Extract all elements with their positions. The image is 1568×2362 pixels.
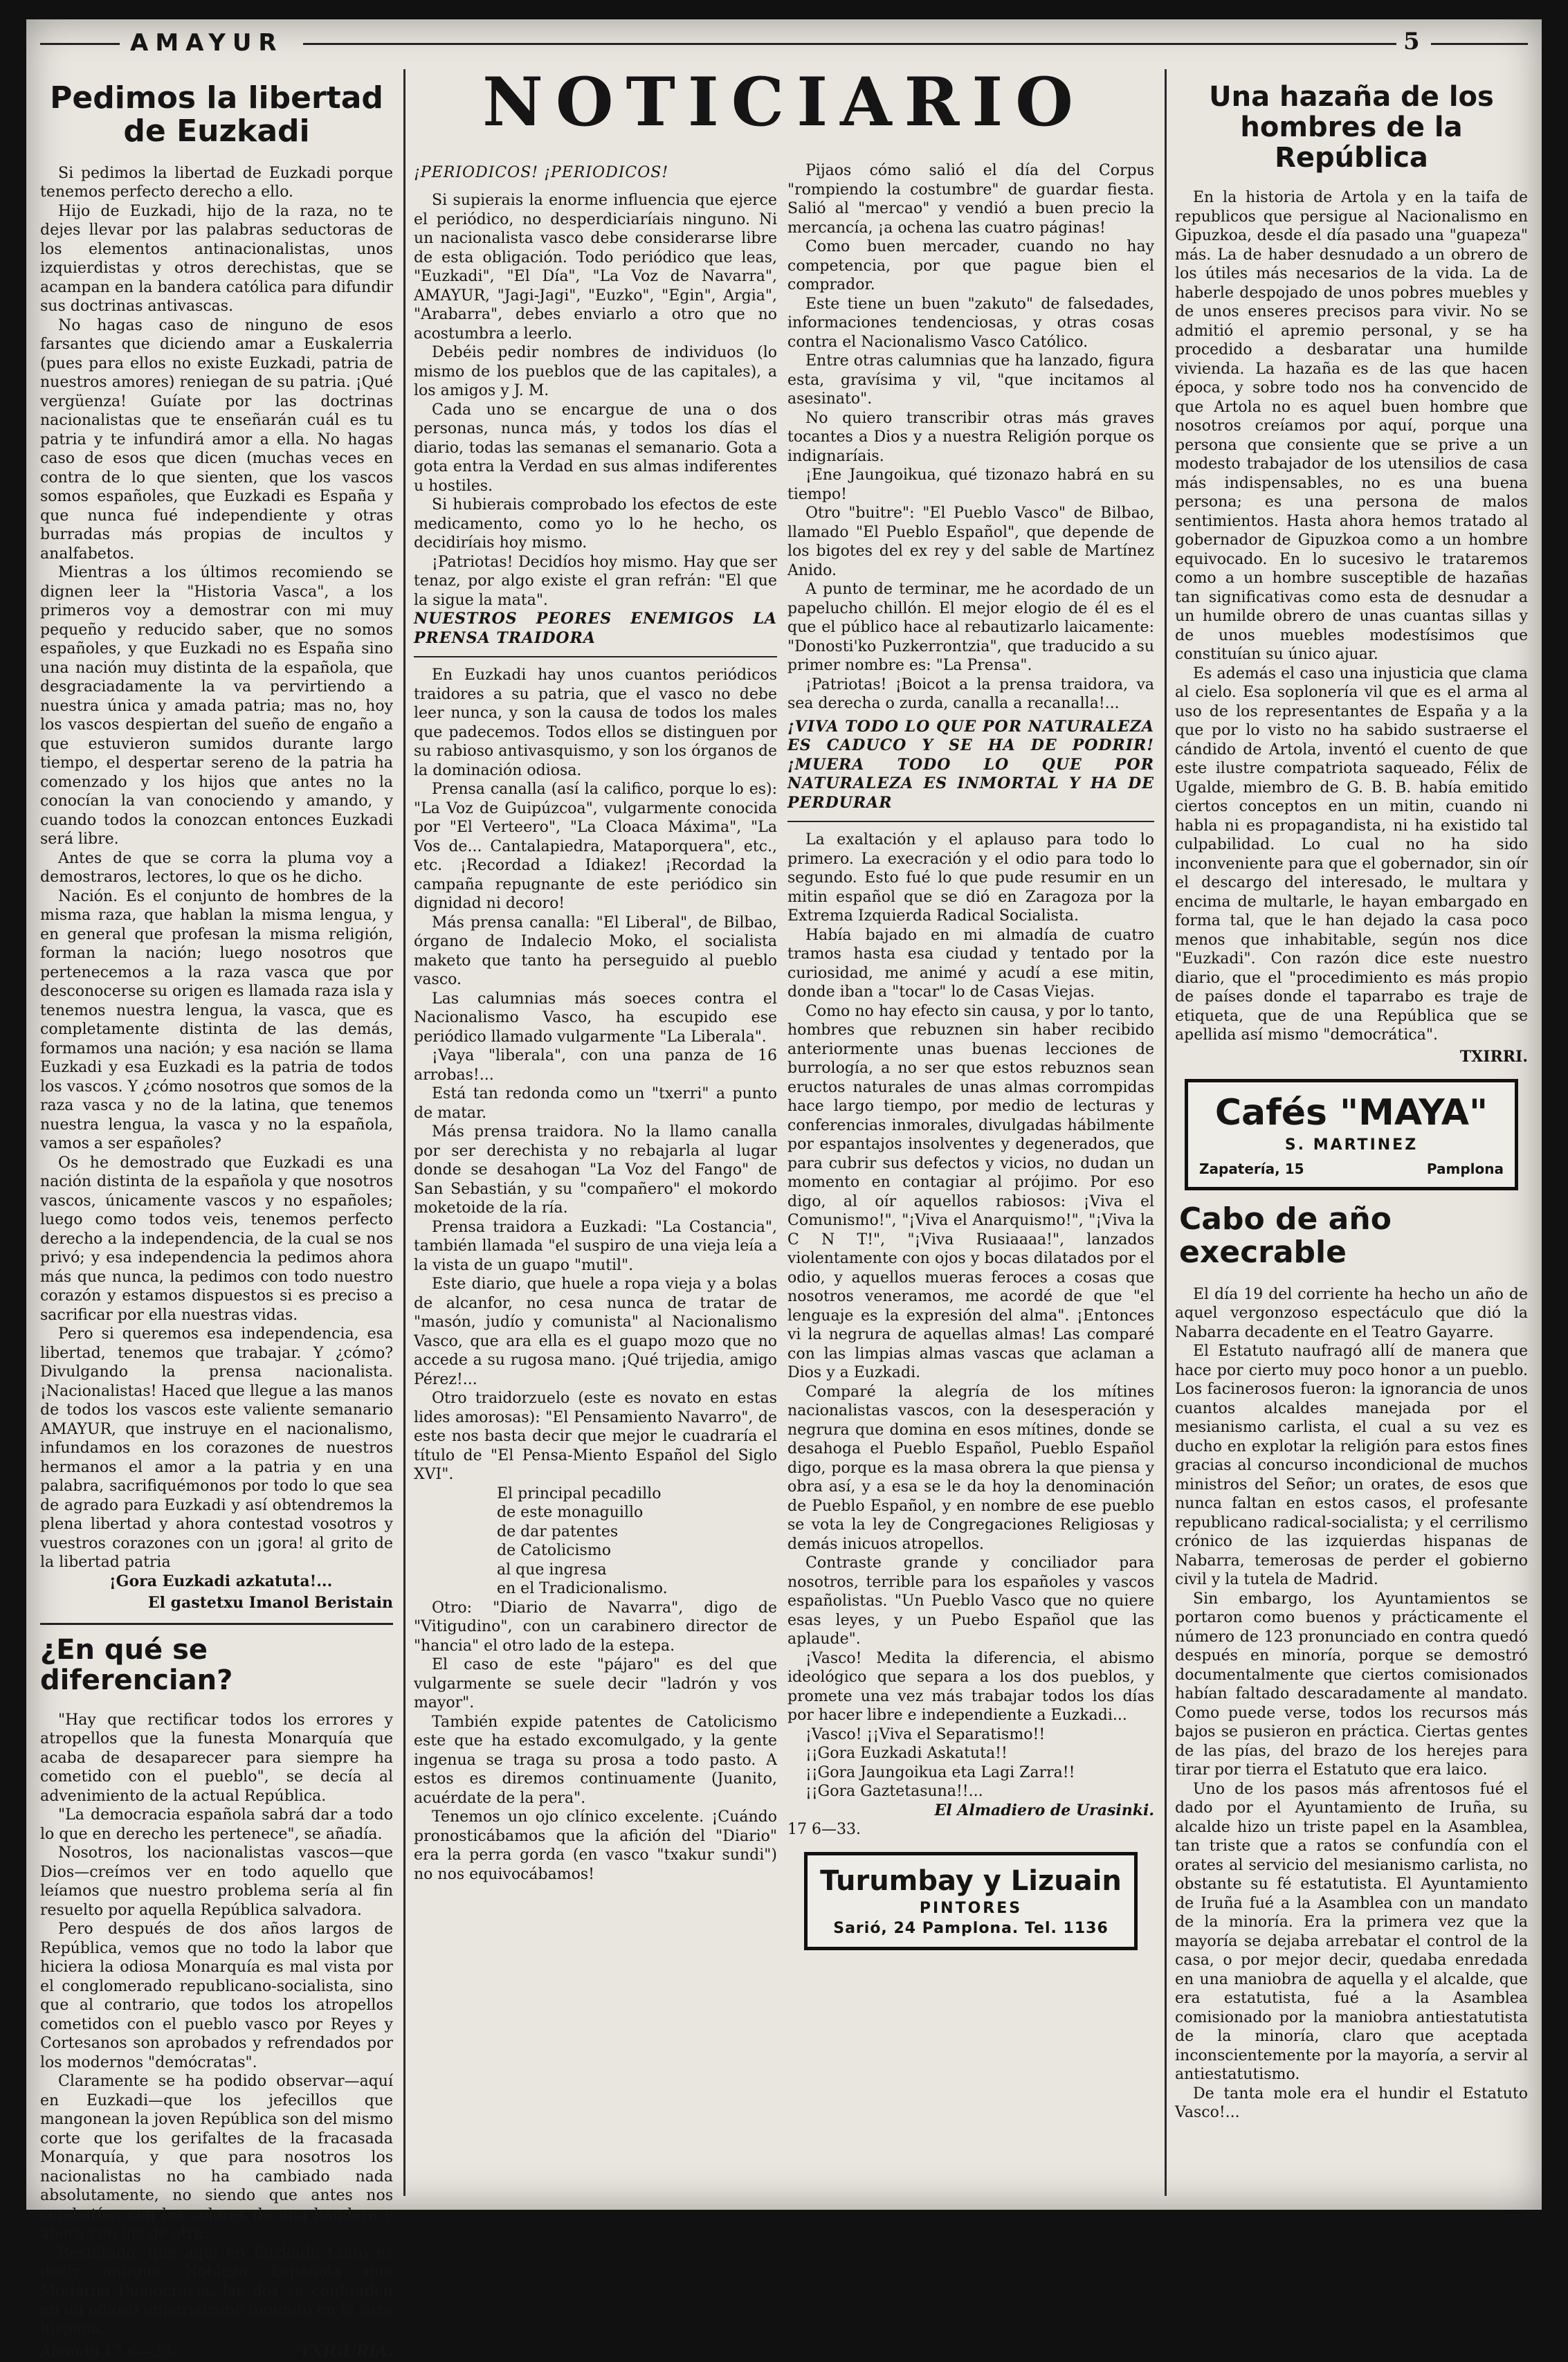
masthead-rule [303,43,1396,45]
paragraph: En la historia de Artola y en la taifa de republicos que persigue al Nacionalismo en Gipuzkoa, desde el día pasado una "guapeza" más. La de haber desnudado a un obrero de los útiles más necesarios de la vida. La de haberle despojado de unos pobres muebles y de unos enseres precisos para vivir. No se admitió el apremio personal, y se ha procedido a desbaratar una humilde vivienda. La hazaña es de las que hacen época, y sobre todo nos ha convencido de que Artola no es aquel buen hombre que nosotros creíamos por aquí, porque una persona que consiente que se prive a un modesto trabajador de los utensilios de casa más indispensables, no es una buena persona; es una persona de malos sentimientos. Hasta ahora hemos tratado al gobernador de Gipuzkoa como a un hombre equivocado. En lo sucesivo le trataremos como a un hombre susceptible de hazañas tan significativas como esta de desnudar a un humilde obrero de unas cuantas sillas y de unos muebles modestísimos que constituían su único ajuar. [1175,189,1528,663]
ad-trade: PINTORES [919,1899,1023,1917]
paragraph: Nación. Es el conjunto de hombres de la misma raza, que hablan la misma lengua, y en general que profesan la misma religión, forman la nación; luego nosotros que pertenecemos a la raza vasca que por desconocerse su origen es llamada raza isla y tenemos nuestra lengua, la vasca, que es completamente distinta de las demás, formamos una nación; y esa nación se llama Euzkadi y esa Euzkadi es la patria de todos los vascos. Y ¿cómo nosotros que somos de la raza vasca y no de la latina, que tenemos nuestra lengua, la vasca y no la española, vamos a ser españoles? [40,887,393,1153]
paragraph: Si supierais la enorme influencia que ejerce el periódico, no desperdiciaríais ninguno. Ni un nacionalista vasco debe considerarse libre de esta obligación. Todo periódico que leas, "Euzkadi", "El Día", "La Voz de Navarra", AMAYUR, "Jagi-Jagi", "Euzko", "Egin", Argia", "Arabarra", debes enviarlo a otro que no acostumbra a leerlo. [414,192,777,343]
cheer-line: ¡¡Gora Gaztetasuna!!... [805,1783,983,1800]
paragraph: Otro "buitre": "El Pueblo Vasco" de Bilbao, llamado "El Pueblo Español", que depende de los bigotes del ex rey y del sable de Martínez Anido. [787,505,1154,579]
page-number: 5 [1403,28,1420,55]
column-divider [403,69,405,2196]
ad-owner: S. MARTINEZ [1284,1136,1419,1154]
poem-line: de este monaguillo [497,1504,644,1521]
noticiario-body-d [787,161,1154,812]
paragraph: Las calumnias más soeces contra el Nacionalismo Vasco, ha escupido ese periódico llamado vulgarmente "La Liberala". [414,990,777,1046]
paragraph: Pero si queremos esa independencia, esa libertad, tenemos que trabajar. Y ¿cómo? Divulgando la prensa nacionalista. ¡Nacionalistas! Haced que llegue a las manos de todos los vascos este valiente semanario AMAYUR, que instruye en el nacionalismo, infundamos en los corazones de nuestros hermanos el amor a la patria y en una palabra, sacrifiquémonos por todo lo que sea de agrado para Euzkadi y así obtendremos la plena libertad y ahora contestad vosotros y vuestros corazones con un ¡gora! al grito de la libertad patria [40,1325,393,1572]
paragraph: En Euzkadi hay unos cuantos periódicos traidores a su patria, que el vasco no debe leer nunca, y son la causa de todos los males que padecemos. Todos ellos se distinguen por su rabioso antivasquismo, y son los órganos de la dominación odiosa. [414,666,777,779]
paragraph: Como no hay efecto sin causa, y por lo tanto, hombres que rebuznen sin haber recibido anteriormente unas buenas lecciones de burrología, a no ser que estos rebuznos sean eructos naturales de unas almas corrompidas hace largo tiempo, por medio de lecturas y conferencias inmorales, divulgadas hábilmente por espantajos insolventes y degenerados, que para cubrir sus defectos y vicios, no dudan un momento en contagiar al prójimo. Por eso digo, al oír aquellos rabiosos: ¡Viva el Comunismo!", "¡Viva el Anarquismo!", "¡Viva la C N T!", "¡Viva Rusiaaaa!", lanzados violentamente con ojos y bocas dilatados por el odio, y aquellos mueras feroces a cosas que nosotros veneramos, me acordé de que "el lenguaje es la expresión del alma". ¡Entonces vi la negrura de aquellas almas! Las comparé con las limpias almas vascas que aclaman a Dios y a Euzkadi. [787,1002,1154,1381]
article-libertad-body [40,164,393,1613]
paragraph: Está tan redonda como un "txerri" a punto de matar. [414,1085,777,1122]
paragraph: ¡Patriotas! Decidíos hoy mismo. Hay que ser tenaz, por algo existe el gran refrán: "El que la sigue la mata". [414,553,777,609]
paragraph: Más prensa canalla: "El Liberal", de Bilbao, órgano de Indalecio Moko, el socialista maketo que tanto ha perseguido al pueblo vasco. [414,914,777,988]
signature-txirri: TXIRRI. [1459,1047,1528,1066]
paragraph: Cada uno se encargue de una o dos personas, nunca más, y todos los días el diario, todas las semanas el semanario. Gota a gota entra la Verdad en sus almas indiferentes u hostiles. [414,401,777,495]
paragraph: Si pedimos la libertad de Euzkadi porque tenemos perfecto derecho a ello. [40,164,393,201]
paragraph: El caso de este "pájaro" es del que vulgarmente se suele decir "ladrón y vos mayor". [414,1656,777,1711]
paragraph: Uno de los pasos más afrentosos fué el dado por el Ayuntamiento de Iruña, su alcalde hizo un triste papel en la Asamblea, tan triste que a ratos se confundía con el orates al servicio del mesianismo carlista, no obstante su fé estatutista. El Ayuntamiento de Iruña fué a la Asamblea con un mandato de la minoría. Era la primera vez que la mayoría se dejaba arrebatar el control de la casa, o por mejor decir, quedaba enredada en una maniobra de aquella y el alcalde, que era estatutista, fué a la Asamblea comisionado por la maniobra antiestatutista de la minoría, claro que aceptada inconscientemente por la mayoría, a servir al antiestatutismo. [1175,1780,1528,2084]
headline-hazana: Una hazaña de los hombres de la República [1209,81,1494,174]
ad-name: Turumbay y Lizuain [820,1864,1122,1897]
paragraph: Otro traidorzuelo (este es novato en estas lides amorosas): "El Pensamiento Navarro", de este nos basta decir que mejor le cuadraría el título de "El Pensa-Miento Español del Siglo XVI". [414,1390,777,1483]
paragraph: ¡Vaya "liberala", con una panza de 16 arrobas!... [414,1047,777,1084]
section-divider [787,821,1154,822]
paragraph: No quiero transcribir otras más graves tocantes a Dios y a nuestra Religión porque os indignaríais. [787,409,1154,465]
article-cabo-body [1175,1285,1528,2123]
masthead-rule [1431,43,1528,45]
paragraph: De tanta mole era el hundir el Estatuto Vasco!... [1175,2084,1528,2122]
subheading-enemigos: NUESTROS PEORES ENEMIGOS LA PRENSA TRAIDORA [414,610,777,647]
noticiario-title: NOTICIARIO [482,63,1086,141]
ad-city: Pamplona [1426,1161,1504,1177]
poem-line: El principal pecadillo [497,1484,662,1502]
mitin-body [787,830,1154,1839]
column-3 [787,161,1154,2196]
ad-address: Sarió, 24 Pamplona. Tel. 1136 [833,1919,1109,1937]
article-divider [40,1623,393,1625]
paragraph: Había bajado en mi almadía de cuatro tramos hasta esa ciudad y tentado por la curiosidad, me animé y acudí a ese mitin, donde iban a "tocar" lo de Casas Viejas. [787,926,1154,1001]
paragraph: Antes de que se corra la pluma voy a demostraros, lectores, lo que os he dicho. [40,849,393,887]
paragraph: Mientras a los últimos recomiendo se dignen leer la "Historia Vasca", a los primeros voy a demostrar con mi muy pequeño y reducido saber, que no somos españoles, y que Euzkadi no es España sino una nación muy distinta de la española, que desgraciadamente la va pervirtiendo a nuestra única y amada patria; mas no, hoy los vascos despiertan del sueño de engaño a que estuvieron sumidos durante largo tiempo, el despertar sereno de la patria ha comenzado y los hijos que antes no la conocían la van conociendo y amando, y cuando todos la conozcan entonces Euzkadi será libre. [40,564,393,848]
paragraph: Debéis pedir nombres de individuos (lo mismo de los pueblos que de las capitales), a los amigos y J. M. [414,344,777,399]
dateline: Abando 17 6—33. [40,2343,177,2361]
paragraph: ¡Vasco! Medita la diferencia, el abismo ideológico que separa a los dos pueblos, y promete una vez más trabajar todos los días por hacer libre e independiente a Euzkadi... [787,1649,1154,1724]
column-1 [40,69,393,2361]
subheading-periodicos: ¡PERIODICOS! ¡PERIODICOS! [414,164,669,181]
article-hazana-body [1175,188,1528,1066]
signature-almadiero: El Almadiero de Urasinki. [934,1801,1154,1819]
paragraph: Este diario, que huele a ropa vieja y a bolas de alcanfor, no cesa nunca de tratar de "masón, judío y comunista" al Nacionalismo Vasco, que ara ella es el guapo mozo que no accede a su rugosa mano. ¡Qué trijedia, amigo Pérez!... [414,1275,777,1388]
paragraph: ¡Gora Euzkadi azkatuta!... [109,1572,333,1590]
dateline: 17 6—33. [787,1821,861,1838]
paragraph: Si hubierais comprobado los efectos de este medicamento, como yo lo he hecho, os decidiríais hoy mismo. [414,496,777,552]
paragraph: Contraste grande y conciliador para nosotros, terrible para los españoles y vascos españolistas. "Un Pueblo Vasco que no quiere esas leyes, y un Puebo Español que las aplaude". [787,1554,1154,1648]
noticiario-body-a [414,191,777,648]
paragraph: Es además el caso una injusticia que clama al cielo. Esa soplonería vil que es el arma al uso de los representantes de España y a la que por lo visto no ha sabido sustraerse el cándido de Artola, inventó el cuento de que este ilustre compatriota saqueado, Félix de Ugalde, miembro de G. B. B. había emitido ciertos conceptos en un mitin, cuando ni habla ni es propagandista, ni ha existido tal culpabilidad. Lo cual no ha sido inconveniente para que el gobernador, sin oír el descargo del interesado, le multara y encima de multarle, le hayan embargado en forma tal, que le han dejado la casa poco menos que inhabitable, según nos dice "Euzkadi". Con razón dice este nuestro diario, que el "procedimiento es más propio de países donde el taparrabo es traje de etiqueta, que de una República que se apellida así mismo "democrática". [1175,664,1528,1044]
paragraph: Prensa traidora a Euzkadi: "La Costancia", también llamada "el suspiro de una vieja leía a la vista de un guapo "mutil". [414,1218,777,1274]
paragraph: El Estatuto naufragó allí de manera que hace por cierto muy poco honor a un pueblo. Los facinerosos fueron: la ignorancia de unos cuantos alcaldes manejada por el mesianismo carlista, el cual a su vez es ducho en explotar la religión para estos fines gracias al concurso incondicional de muchos ministros del Señor; un orates, de esos que nunca faltan en estos casos, el profesante republicano radical-socialista; y el cerrilismo crónico de las izquierdas hispanas de Nabarra, temerosas de perder el gobierno civil y la tutela de Madrid. [1175,1343,1528,1589]
ad-address-row [1199,1161,1504,1177]
poem-line: en el Tradicionalismo. [497,1580,668,1597]
paragraph: Como buen mercader, cuando no hay competencia, por que pague bien el comprador. [787,238,1154,293]
paragraph: "La democracia española sabrá dar a todo lo que en derecho les pertenece", se añadía. [40,1806,393,1843]
paragraph: Prensa canalla (así la califico, porque lo es): "La Voz de Guipúzcoa", vulgarmente conocida por "El Verteero", "La Cloaca Máxima", "La Vos de... Cantalapiedra, Mataporquera", etc., etc. ¡Recordad a Idiakez! ¡Recordad la campaña repugnante de este periódico sin dignidad ni decoro! [414,781,777,912]
byline-row [40,2343,393,2362]
paragraph: A punto de terminar, me he acordado de un papelucho chillón. El mejor elogio de él es el que el público hace al rebautizarlo laicamente: "Donosti'ko Puzkerrontzia", que traducido a su primer nombre es: "La Prensa". [787,581,1154,674]
masthead-rule [40,43,120,45]
newspaper-page [26,19,1542,2361]
noticiario-body-c [414,1599,777,1884]
paragraph: Este tiene un buen "zakuto" de falsedades, informaciones tendenciosas, y otras cosas contra el Nacionalismo Vasco Católico. [787,295,1154,351]
paragraph: La exaltación y el aplauso para todo lo primero. La execración y el odio para todo lo segundo. Esto fué lo que pude resumir en un mitin español que se dió en Zaragoza por la Extrema Izquierda Radical Socialista. [787,831,1154,925]
paragraph: Comparé la alegría de los mítines nacionalistas vascos, con la desesperación y negrura que domina en esos mítines, donde se desahoga el Pueblo Español, Pueblo Español digo, porque es la masa obrera la que piensa y obra así, y a esa se le da hoy la denominación de Pueblo Español, y en nombre de ese pueblo se vota la ley de Congregaciones Religiosas y demás inicuos atropellos. [787,1383,1154,1553]
paragraph: No hagas caso de ninguno de esos farsantes que diciendo amar a Euskalerria (pues para ellos no existe Euzkadi, patria de nuestros amores) reniegan de su patria. ¡Qué vergüenza! Guíate por las doctrinas nacionalistas que te enseñarán cuál es tu patria y te infundirá amor a ella. No hagas caso de esos que dicen (muchas veces en contra de lo que sienten, que los vascos somos españoles, que Euzkadi es España y que nunca fué independiente y otras burradas más propias de incultos y analfabetos. [40,316,393,563]
paragraph: Otro: "Diario de Navarra", digo de "Vitigudino", con un carabinero director de "hancia" el otro lado de la estepa. [414,1599,777,1655]
article-diferencian-body [40,1711,393,2362]
noticiario-body-b [414,666,777,1484]
cheer-line: ¡¡Gora Euzkadi Askatuta!! [805,1745,1008,1762]
headline-libertad: Pedimos la libertad de Euzkadi [50,80,383,149]
poem [497,1484,777,1599]
poem-line: de dar patentes [497,1523,619,1541]
ad-street: Zapatería, 15 [1199,1161,1304,1177]
paragraph: Pijaos cómo salió el día del Corpus "rompiendo la costumbre" de guardar fiesta. Salió al "mercao" y vendió a buen precio la mercancía, ¡a ochena las cuatro páginas! [787,162,1154,237]
column-divider [1165,69,1167,2196]
paragraph: ¡Ene Jaungoikua, qué tizonazo habrá en su tiempo! [787,466,1154,503]
headline-cabo: Cabo de año execrable [1179,1201,1392,1271]
masthead [26,19,1542,64]
paragraph: Sin embargo, los Ayuntamientos se portaron como buenos y prácticamente el número de 123 pronunciado en contra quedó después en minoría, porque se demostró documentalmente que ciertos comisionados habían faltado descaradamente al mandato. Como puede verse, todos los recursos más bajos se pusieron en práctica. Ciertas gentes de las pías, del brazo de los herejes para tirar por tierra el Estatuto que era laico. [1175,1590,1528,1779]
paragraph: Nosotros, los nacionalistas vascos—que Dios—creímos ver en todo aquello que leíamos que nuestro problema sería al fin resuelto por aquella República salvadora. [40,1844,393,1919]
section-divider [414,656,777,657]
ad-name: Cafés "MAYA" [1214,1092,1488,1134]
paragraph: Claramente se ha podido observar—aquí en Euzkadi—que los jefecillos que mangonean la joven República son del mismo corte que los gerifaltes de la fracasada Monarquía, y que para nosotros los nacionalistas no ha cambiado nada absolutamente, no siendo que antes nos combatían con los colores de una bandera y ahora con los de otra. [40,2073,393,2243]
paragraph: Hijo de Euzkadi, hijo de la raza, no te dejes llevar por las palabras seductoras de los elementos antinacionalistas, unos izquierdistas y otros derechistas, que se acampan en la bandera católica para difundir sus doctrinas antivascas. [40,202,393,316]
paper-name: AMAYUR [130,29,284,57]
signature-beristain: El gastetxu Imanol Beristain [147,1594,393,1612]
cheer-line: ¡Vasco! ¡¡Viva el Separatismo!! [805,1725,1046,1743]
ad-turumbay [804,1852,1138,1950]
paragraph: Más prensa traidora. No la llamo canalla por ser derechista y no rebajarla al lugar donde se desahogan "La Voz del Fango" de San Sebastián, y su "compañero" el mokordo moketoide de la ría. [414,1123,777,1217]
paragraph: ¡Patriotas! ¡Boicot a la prensa traidora, va sea derecha o zurda, canalla a recanalla!... [787,675,1154,712]
headline-diferencian: ¿En qué se diferencian? [40,1633,233,1696]
paragraph: Entre otras calumnias que ha lanzado, figura esta, gravísima y vil, "que incitamos al asesinato". [787,352,1154,408]
paragraph: Resultado, que aquí en Euzkadi, tanto es decir antigua Nobleza Española que Moderna Democracia, las dos se confunden en un odioso imperialismo ingénito en la raza hispana. [40,2244,393,2338]
paragraph: Os he demostrado que Euzkadi es una nación distinta de la española y que nosotros vascos, únicamente vascos y no españoles; luego como todos veis, tenemos perfecto derecho a la independencia, de la cual se nos privó; y esa independencia la pedimos ahora más que nunca, la pedimos con todo nuestro corazón y estamos dispuestos si es preciso a sacrificar por ella nuestras vidas. [40,1154,393,1324]
poem-line: al que ingresa [497,1561,607,1579]
paragraph: El día 19 del corriente ha hecho un año de aquel vergonzoso espectáculo que dió la Nabarra decadente en el Teatro Gayarre. [1175,1285,1528,1341]
paragraph: Tenemos un ojo clínico excelente. ¡Cuándo pronosticábamos que la afición del "Diario" era la perra gorda (en vasco "txakur sundi") no nos equivocábamos! [414,1808,777,1883]
ad-cafes-maya [1185,1079,1518,1190]
column-4 [1175,69,1528,2196]
cheer-line: ¡¡Gora Jaungoikua eta Lagi Zarra!! [805,1763,1075,1781]
paragraph: "Hay que rectificar todos los errores y atropellos que la funesta Monarquía que acaba de desaparecer para siempre ha cometido con el pueblo", se decía al advenimiento de la actual República. [40,1711,393,1805]
paragraph: Pero después de dos años largos de República, vemos que no todo la labor que hiciera la odiosa Monarquía es mal vista por el conglomerado republicano-socialista, sino que al contrario, que todos los atropellos cometidos con el pueblo vasco por Reyes y Cortesanos son aprobados y refrendados por los modernos "demócratas". [40,1920,393,2071]
closing-slogan: ¡VIVA TODO LO QUE POR NATURALEZA ES CADUCO Y SE HA DE PODRIR! ¡MUERA TODO LO QUE POR NATURALEZA ES INMORTAL Y HA DE PERDURAR [787,717,1154,812]
poem-line: de Catolicismo [497,1542,611,1559]
paragraph: También expide patentes de Catolicismo este que ha estado excomulgado, y la gente ingenua se traga su prosa a todo pasto. A estos es diremos continuamente (Juanito, acuérdate de la pera". [414,1713,777,1807]
column-2 [414,161,777,2196]
signature-txiguria: TXIGURIA. [299,2343,393,2361]
